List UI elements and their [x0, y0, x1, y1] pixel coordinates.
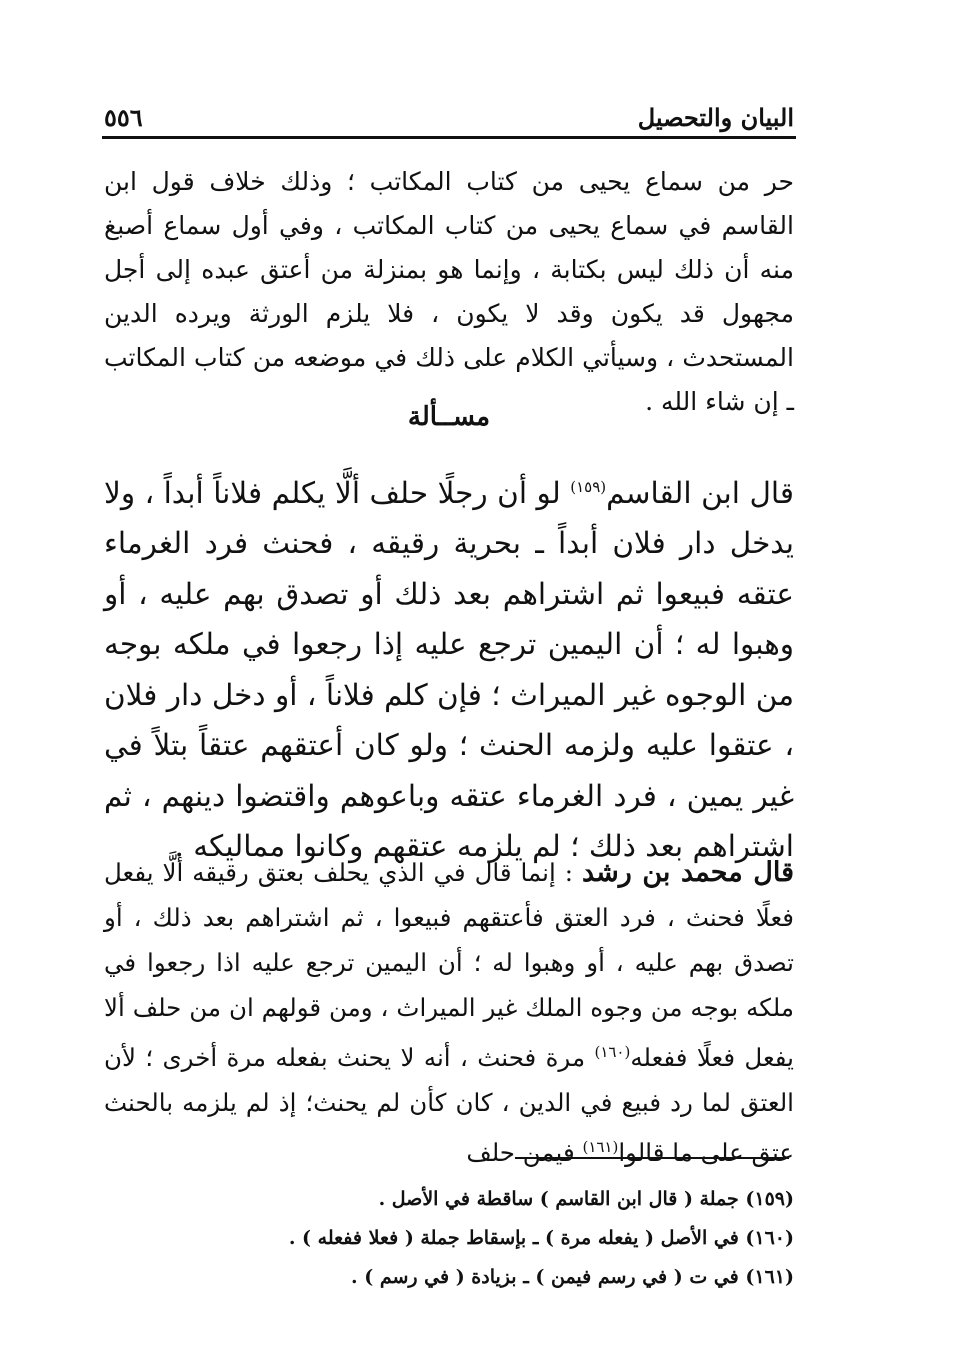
footnote-161: (١٦١) في ت ( في رسم فيمن ) ـ بزيادة ( في رسم ) .	[350, 1266, 794, 1288]
commentary-text-end: فيمن حلف	[466, 1138, 583, 1168]
header-rule	[102, 136, 796, 139]
page-header	[104, 96, 794, 132]
footnote-ref-159: (١٥٩)	[570, 478, 607, 496]
paragraph-commentary	[104, 850, 794, 1175]
section-heading: مســألة	[407, 402, 491, 432]
footnote-160: (١٦٠) في الأصل ( يفعله مرة ) ـ بإسقاط جملة ( فعلا ففعله ) .	[288, 1227, 794, 1249]
running-title: البيان والتحصيل	[637, 103, 794, 132]
footnotes	[104, 1180, 794, 1297]
commentary-speaker: قال محمد بن رشد	[581, 857, 794, 888]
question-text-rest: لو أن رجلًا حلف ألَّا يكلم فلاناً أبداً ، ولا يدخل دار فلان أبداً ـ بحرية رقيقه ، فحنث فرد الغرماء عتقه فبيعوا ثم اشتراهم بعد ذلك أو تصدق بهم عليه ، أو وهبوا له ؛ أن اليمين ترجع عليه إذا رجعوا في ملكه بوجه من الوجوه غير الميراث ؛ فإن كلم فلاناً ، أو دخل دار فلان ، عتقوا عليه ولزمه الحنث ؛ ولو كان أعتقهم عتقاً بتلاً في غير يمين ، فرد الغرماء عتقه وباعوهم واقتضوا دينهم ، ثم اشتراهم بعد ذلك ؛ لم يلزمه عتقهم وكانوا مماليكه .	[104, 475, 794, 864]
footnote-ref-160: (١٦٠)	[594, 1043, 631, 1061]
paragraph-continuation: حر من سماع يحيى من كتاب المكاتب ؛ وذلك خلاف قول ابن القاسم في سماع يحيى من كتاب المكاتب ، وفي أول سماع أصبغ منه أن ذلك ليس بكتابة ، وإنما هو بمنزلة من أعتق عبده إلى أجل مجهول قد يكون وقد لا يكون ، فلا يلزم الورثة ويرده الدين المستحدث ، وسيأتي الكلام على ذلك في موضعه من كتاب المكاتب ـ إن شاء الله .	[104, 167, 794, 416]
page-number: ٥٥٦	[104, 103, 143, 132]
commentary-text-middle: مرة فحنث ، أنه لا يحنث بفعله مرة أخرى ؛ لأن العتق لما رد فبيع في الدين ، كان كأن لم يحنث؛ إذ لم يلزمه بالحنث عتق على ما قالوا	[104, 1043, 794, 1168]
footnote-159: (١٥٩) جملة ( قال ابن القاسم ) ساقطة في الأصل .	[378, 1188, 794, 1210]
commentary-text-start: : إنما قال في الذي يحلف بعتق رقيقه ألَّا يفعل فعلًا فحنث ، فرد العتق فأعتقهم فبيعوا ، ثم اشتراهم بعد ذلك ، أو تصدق بهم عليه ، أو وهبوا له ؛ أن اليمين ترجع عليه اذا رجعوا في ملكه بوجه من وجوه الملك غير الميراث ، ومن قولهم ان من حلف ألا يفعل فعلًا ففعله	[104, 858, 794, 1073]
question-text-start: قال ابن القاسم	[606, 475, 794, 510]
footnote-rule	[515, 1157, 789, 1159]
footnote-ref-161: (١٦١)	[582, 1138, 619, 1157]
paragraph-question	[104, 462, 794, 872]
